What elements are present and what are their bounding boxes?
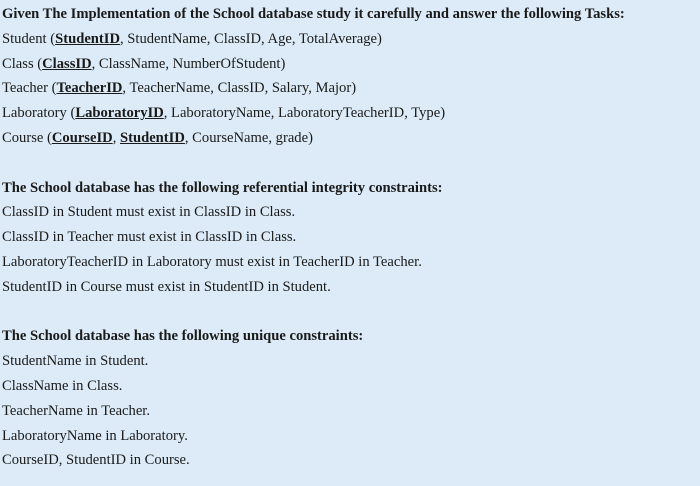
unique-item: TeacherName in Teacher. xyxy=(2,402,150,419)
unique-item: StudentName in Student. xyxy=(2,353,149,370)
referential-heading: The School database has the following referential integrity constraints: xyxy=(2,179,443,196)
primary-key: StudentID xyxy=(55,30,120,47)
relation-name: Teacher xyxy=(2,80,48,97)
primary-key: TeacherID xyxy=(56,80,123,97)
referential-item: ClassID in Student must exist in ClassID in Class. xyxy=(2,204,296,221)
section-spacer xyxy=(2,151,700,176)
primary-key: LaboratoryID xyxy=(75,105,164,122)
relation-name: Course xyxy=(2,129,44,146)
relation-attributes: CourseName, grade xyxy=(192,129,309,146)
referential-item: StudentID in Course must exist in StudentID in Student. xyxy=(2,278,331,295)
schema-class: Class (ClassID, ClassName, NumberOfStudent) xyxy=(2,55,286,72)
schema-laboratory: Laboratory (LaboratoryID, LaboratoryName, LaboratoryTeacherID, Type) xyxy=(2,105,446,122)
primary-key: ClassID xyxy=(42,55,92,72)
relation-attributes: StudentName, ClassID, Age, TotalAverage xyxy=(127,30,378,47)
primary-key: StudentID xyxy=(119,129,185,146)
relation-name: Laboratory xyxy=(2,105,67,122)
relation-name: Class xyxy=(2,55,34,72)
relation-attributes: ClassName, NumberOfStudent xyxy=(98,55,281,72)
unique-item: LaboratoryName in Laboratory. xyxy=(2,427,188,444)
relation-name: Student xyxy=(2,30,47,47)
primary-key: CourseID xyxy=(51,129,113,146)
referential-item: LaboratoryTeacherID in Laboratory must exist in TeacherID in Teacher. xyxy=(2,253,422,270)
intro-heading: Given The Implementation of the School database study it carefully and answer the following Tasks: xyxy=(2,6,625,22)
relation-attributes: TeacherName, ClassID, Salary, Major xyxy=(129,80,352,97)
schema-teacher: Teacher (TeacherID, TeacherName, ClassID, Salary, Major) xyxy=(2,80,357,97)
schema-course: Course (CourseID, StudentID, CourseName, grade) xyxy=(2,129,313,146)
referential-item: ClassID in Teacher must exist in ClassID in Class. xyxy=(2,229,297,246)
unique-item: CourseID, StudentID in Course. xyxy=(2,452,190,469)
section-spacer xyxy=(2,300,700,325)
relation-attributes: LaboratoryName, LaboratoryTeacherID, Type xyxy=(171,105,441,122)
unique-item: ClassName in Class. xyxy=(2,377,123,394)
unique-heading: The School database has the following unique constraints: xyxy=(2,328,364,345)
schema-student: Student (StudentID, StudentName, ClassID, Age, TotalAverage) xyxy=(2,30,382,47)
